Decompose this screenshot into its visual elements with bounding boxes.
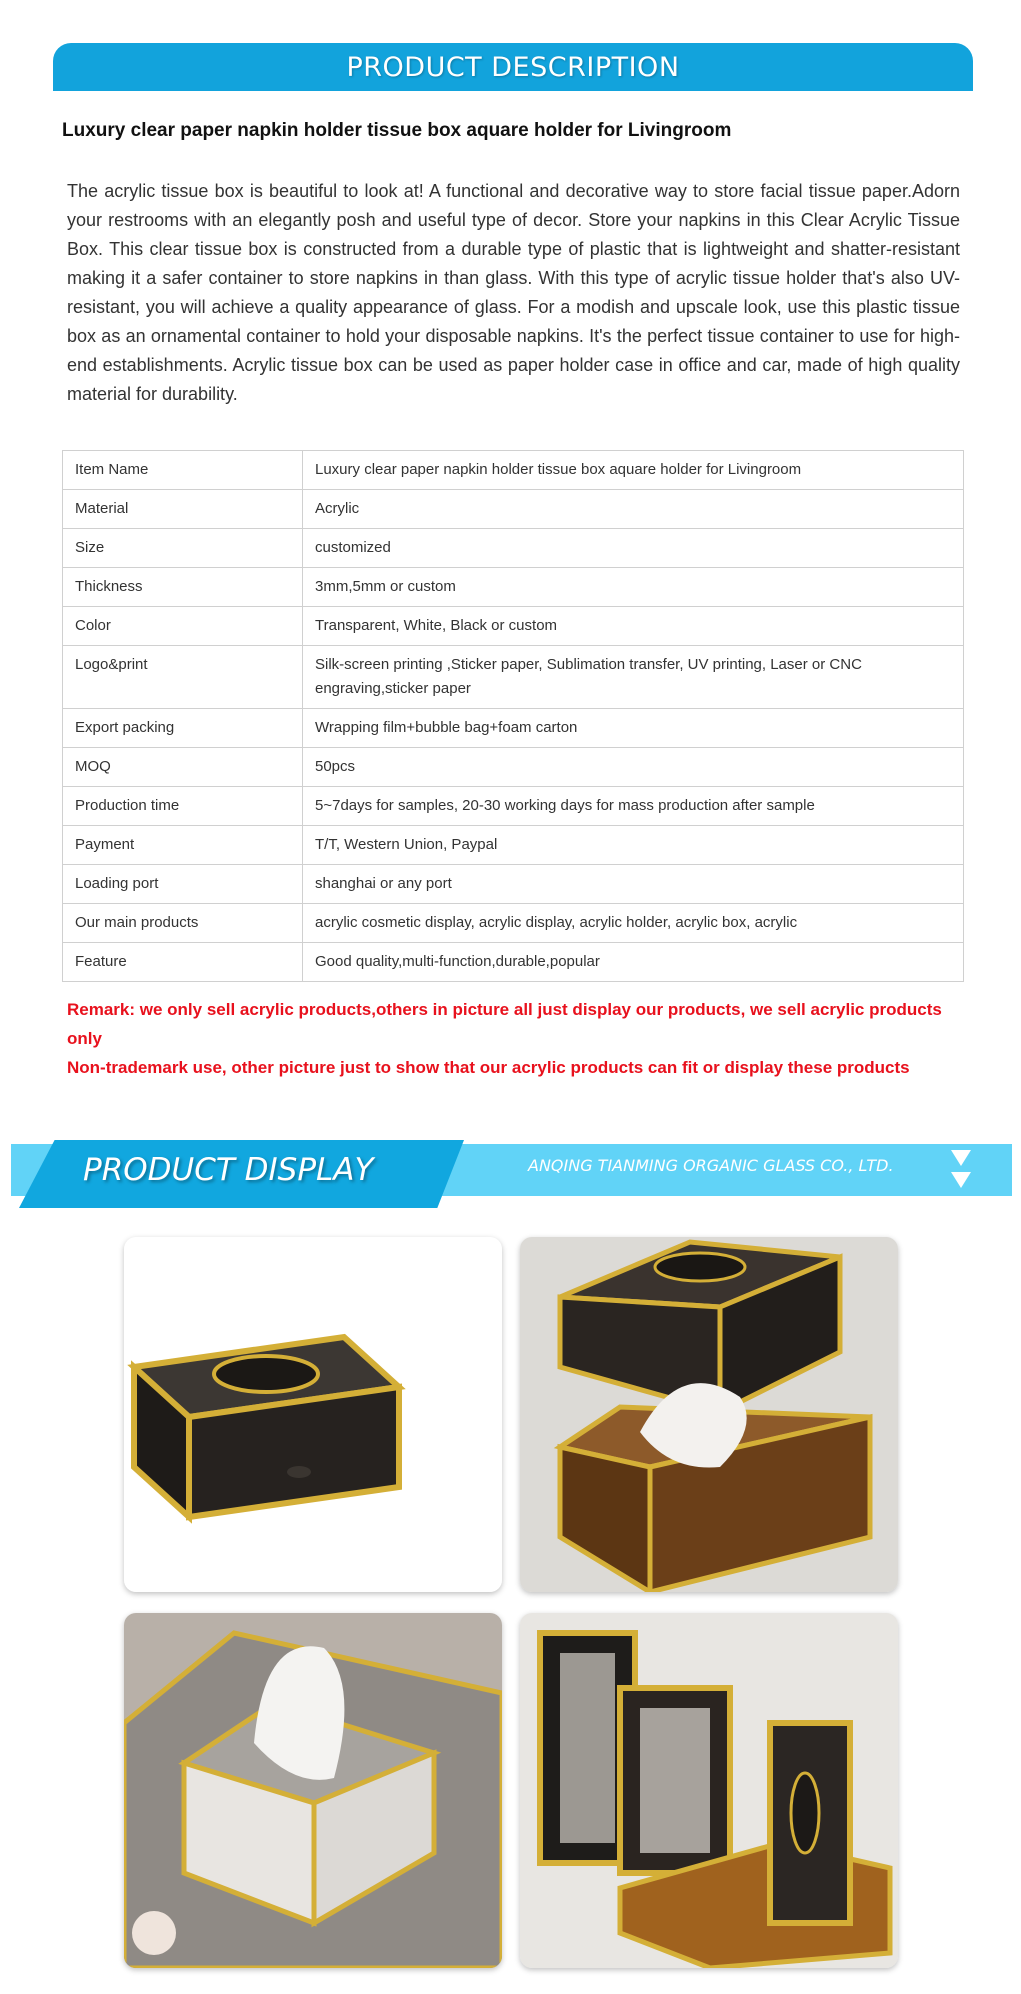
spec-value: 5~7days for samples, 20-30 working days for mass production after sample — [303, 787, 964, 826]
table-row — [63, 865, 964, 904]
table-row — [63, 943, 964, 982]
mirror-tissue-box-on-tray-photo — [124, 1613, 502, 1968]
table-row — [63, 787, 964, 826]
spec-key: Color — [63, 607, 303, 646]
table-row — [63, 826, 964, 865]
table-row — [63, 568, 964, 607]
remark-line-1: Remark: we only sell acrylic products,others in picture all just display our products, we sell acrylic products only — [67, 1000, 942, 1048]
remark-text — [67, 995, 967, 1082]
spec-value: Luxury clear paper napkin holder tissue box aquare holder for Livingroom — [303, 451, 964, 490]
spec-table — [62, 450, 964, 982]
spec-value: shanghai or any port — [303, 865, 964, 904]
spec-key: Production time — [63, 787, 303, 826]
table-row — [63, 490, 964, 529]
spec-key: Material — [63, 490, 303, 529]
spec-value: Transparent, White, Black or custom — [303, 607, 964, 646]
spec-value: Silk-screen printing ,Sticker paper, Sublimation transfer, UV printing, Laser or CNC engraving,sticker paper — [303, 646, 964, 709]
spec-key: Item Name — [63, 451, 303, 490]
spec-key: Size — [63, 529, 303, 568]
double-chevron-down-icon — [949, 1148, 973, 1192]
spec-key: Feature — [63, 943, 303, 982]
table-row — [63, 646, 964, 709]
product-description: The acrylic tissue box is beautiful to look at! A functional and decorative way to store facial tissue paper.Adorn your restrooms with an elegantly posh and useful type of decor. Store your napkins in this Clear Acrylic Tissue Box. This clear tissue box is constructed from a durable type of plastic that is lightweight and shatter-resistant making it a safer container to store napkins in than glass. With this type of acrylic tissue holder that's also UV-resistant, you will achieve a quality appearance of glass. For a modish and upscale look, use this plastic tissue box as an ornamental container to hold your disposable napkins. It's the perfect tissue container to use for high-end establishments. Acrylic tissue box can be used as paper holder case in office and car, made of high quality material for durability. — [67, 181, 960, 404]
spec-value: T/T, Western Union, Paypal — [303, 826, 964, 865]
display-title: PRODUCT DISPLAY — [83, 1152, 374, 1188]
spec-key: Our main products — [63, 904, 303, 943]
spec-key: MOQ — [63, 748, 303, 787]
spec-value: acrylic cosmetic display, acrylic display, acrylic holder, acrylic box, acrylic — [303, 904, 964, 943]
table-row — [63, 529, 964, 568]
spec-value: Wrapping film+bubble bag+foam carton — [303, 709, 964, 748]
spec-value: customized — [303, 529, 964, 568]
brown-tissue-boxes-photo — [520, 1237, 898, 1592]
table-row — [63, 748, 964, 787]
gold-frame-display-set-photo — [520, 1613, 898, 1968]
table-row — [63, 904, 964, 943]
spec-value: 50pcs — [303, 748, 964, 787]
remark-line-2: Non-trademark use, other picture just to show that our acrylic products can fit or display these products — [67, 1058, 910, 1077]
table-row — [63, 607, 964, 646]
black-tissue-box-photo — [124, 1237, 502, 1592]
spec-value: Acrylic — [303, 490, 964, 529]
table-row — [63, 709, 964, 748]
table-row — [63, 451, 964, 490]
spec-value: 3mm,5mm or custom — [303, 568, 964, 607]
spec-key: Loading port — [63, 865, 303, 904]
spec-value: Good quality,multi-function,durable,popular — [303, 943, 964, 982]
spec-key: Export packing — [63, 709, 303, 748]
company-name: ANQING TIANMING ORGANIC GLASS CO., LTD. — [528, 1156, 894, 1175]
header-title: PRODUCT DESCRIPTION — [346, 51, 680, 83]
spec-key: Logo&print — [63, 646, 303, 709]
spec-key: Thickness — [63, 568, 303, 607]
product-title: Luxury clear paper napkin holder tissue box aquare holder for Livingroom — [62, 120, 732, 141]
spec-key: Payment — [63, 826, 303, 865]
product-description-header — [53, 43, 973, 91]
product-display-banner — [11, 1140, 1012, 1208]
